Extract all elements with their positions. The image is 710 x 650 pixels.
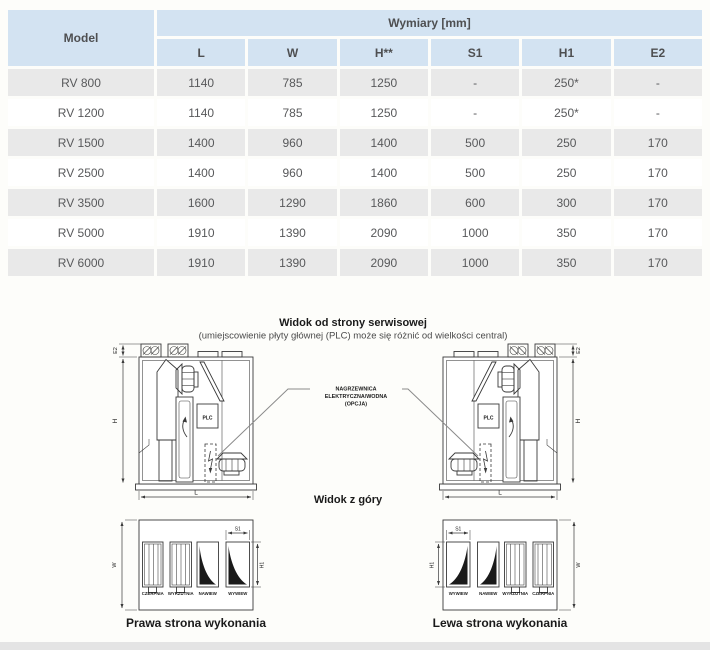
value-cell: 1390 (248, 219, 336, 246)
value-cell: 1000 (431, 249, 519, 276)
plc-label-left: PLC (202, 415, 213, 422)
col-header-H1: H1 (522, 39, 610, 66)
value-cell: 960 (248, 129, 336, 156)
value-cell: 1860 (340, 189, 428, 216)
port-label: WYRZUTNIA (502, 591, 529, 596)
model-cell: RV 3500 (8, 189, 154, 216)
port-label: NAWIEW (479, 591, 498, 596)
col-header-W: W (248, 39, 336, 66)
col-header-E2: E2 (614, 39, 702, 66)
value-cell: 500 (431, 159, 519, 186)
heater-note-line3: (OPCJA) (344, 401, 368, 408)
table-row (8, 159, 702, 186)
value-cell: 500 (431, 129, 519, 156)
value-cell: 785 (248, 99, 336, 126)
value-cell: 1390 (248, 249, 336, 276)
value-cell: 170 (614, 129, 702, 156)
value-cell: 170 (614, 189, 702, 216)
unit-front-view-drawing-mirrored (440, 344, 578, 500)
port-label: WYWIEW (448, 591, 468, 596)
table-row (8, 69, 702, 96)
table-row (8, 129, 702, 156)
table-row (8, 219, 702, 246)
left-version-caption: Lewa strona wykonania (432, 616, 568, 630)
dim-h-left: H (112, 418, 119, 424)
value-cell: 1910 (157, 219, 245, 246)
value-cell: 250* (522, 99, 610, 126)
value-cell: 1910 (157, 249, 245, 276)
dim-l-left: L (194, 489, 198, 497)
model-cell: RV 2500 (8, 159, 154, 186)
value-cell: 1290 (248, 189, 336, 216)
dim-s1-left: S1 (234, 526, 241, 533)
technical-drawing-svg (0, 300, 710, 642)
value-cell: 170 (614, 249, 702, 276)
model-cell: RV 1200 (8, 99, 154, 126)
value-cell: - (431, 69, 519, 96)
value-cell: 1250 (340, 69, 428, 96)
heater-note-line1: NAGRZEWNICA (335, 386, 377, 393)
dim-w-left: W (112, 562, 118, 568)
unit-top-view-drawing-mirrored (435, 520, 574, 610)
service-view-subtitle: (umiejscowienie płyty głównej (PLC) może się różnić od wielkości central) (198, 330, 508, 342)
model-cell: RV 1500 (8, 129, 154, 156)
value-cell: 1400 (157, 129, 245, 156)
value-cell: 250* (522, 69, 610, 96)
unit-front-view-drawing (119, 344, 257, 500)
port-label: NAWIEW (198, 591, 217, 596)
value-cell: 250 (522, 129, 610, 156)
value-cell: 1400 (157, 159, 245, 186)
dim-h1-left: H1 (259, 561, 266, 569)
dim-h1-right: H1 (429, 561, 436, 569)
model-cell: RV 5000 (8, 219, 154, 246)
right-version-caption: Prawa strona wykonania (125, 616, 267, 630)
dimensions-table (5, 7, 705, 279)
heater-note-line2: ELEKTRYCZNA/WODNA (324, 394, 388, 400)
value-cell: 250 (522, 159, 610, 186)
value-cell: 170 (614, 219, 702, 246)
dim-l-right: L (498, 489, 502, 497)
port-label: CZERPNIA (532, 591, 555, 596)
value-cell: 350 (522, 219, 610, 246)
value-cell: 1400 (340, 159, 428, 186)
port-label: WYRZUTNIA (167, 591, 194, 596)
bottom-divider (0, 642, 710, 650)
value-cell: 1000 (431, 219, 519, 246)
dimensions-group-header: Wymiary [mm] (157, 10, 702, 36)
value-cell: 2090 (340, 219, 428, 246)
col-header-L: L (157, 39, 245, 66)
value-cell: 1250 (340, 99, 428, 126)
model-cell: RV 6000 (8, 249, 154, 276)
service-view-title: Widok od strony serwisowej (279, 317, 427, 329)
table-header-row-1 (8, 10, 702, 36)
value-cell: 1600 (157, 189, 245, 216)
value-cell: 1140 (157, 69, 245, 96)
dim-w-right: W (576, 562, 582, 568)
value-cell: 960 (248, 159, 336, 186)
plc-label-right: PLC (483, 415, 494, 422)
value-cell: - (614, 69, 702, 96)
model-column-header: Model (8, 10, 154, 66)
value-cell: - (431, 99, 519, 126)
table-row (8, 189, 702, 216)
dim-h-right: H (575, 418, 582, 424)
col-header-H: H** (340, 39, 428, 66)
table-row (8, 99, 702, 126)
technical-drawing-section (0, 300, 710, 642)
value-cell: 170 (614, 159, 702, 186)
value-cell: 600 (431, 189, 519, 216)
top-view-title: Widok z góry (313, 494, 383, 506)
port-label: WYWIEW (228, 591, 248, 596)
dim-s1-right: S1 (455, 526, 462, 533)
unit-top-view-drawing (122, 520, 261, 610)
value-cell: 785 (248, 69, 336, 96)
value-cell: 350 (522, 249, 610, 276)
table-row (8, 249, 702, 276)
model-cell: RV 800 (8, 69, 154, 96)
value-cell: 1400 (340, 129, 428, 156)
value-cell: 1140 (157, 99, 245, 126)
value-cell: 2090 (340, 249, 428, 276)
value-cell: - (614, 99, 702, 126)
dim-e2-left: E2 (113, 347, 119, 354)
value-cell: 300 (522, 189, 610, 216)
col-header-S1: S1 (431, 39, 519, 66)
dim-e2-right: E2 (576, 347, 582, 354)
port-label: CZERPNIA (141, 591, 164, 596)
